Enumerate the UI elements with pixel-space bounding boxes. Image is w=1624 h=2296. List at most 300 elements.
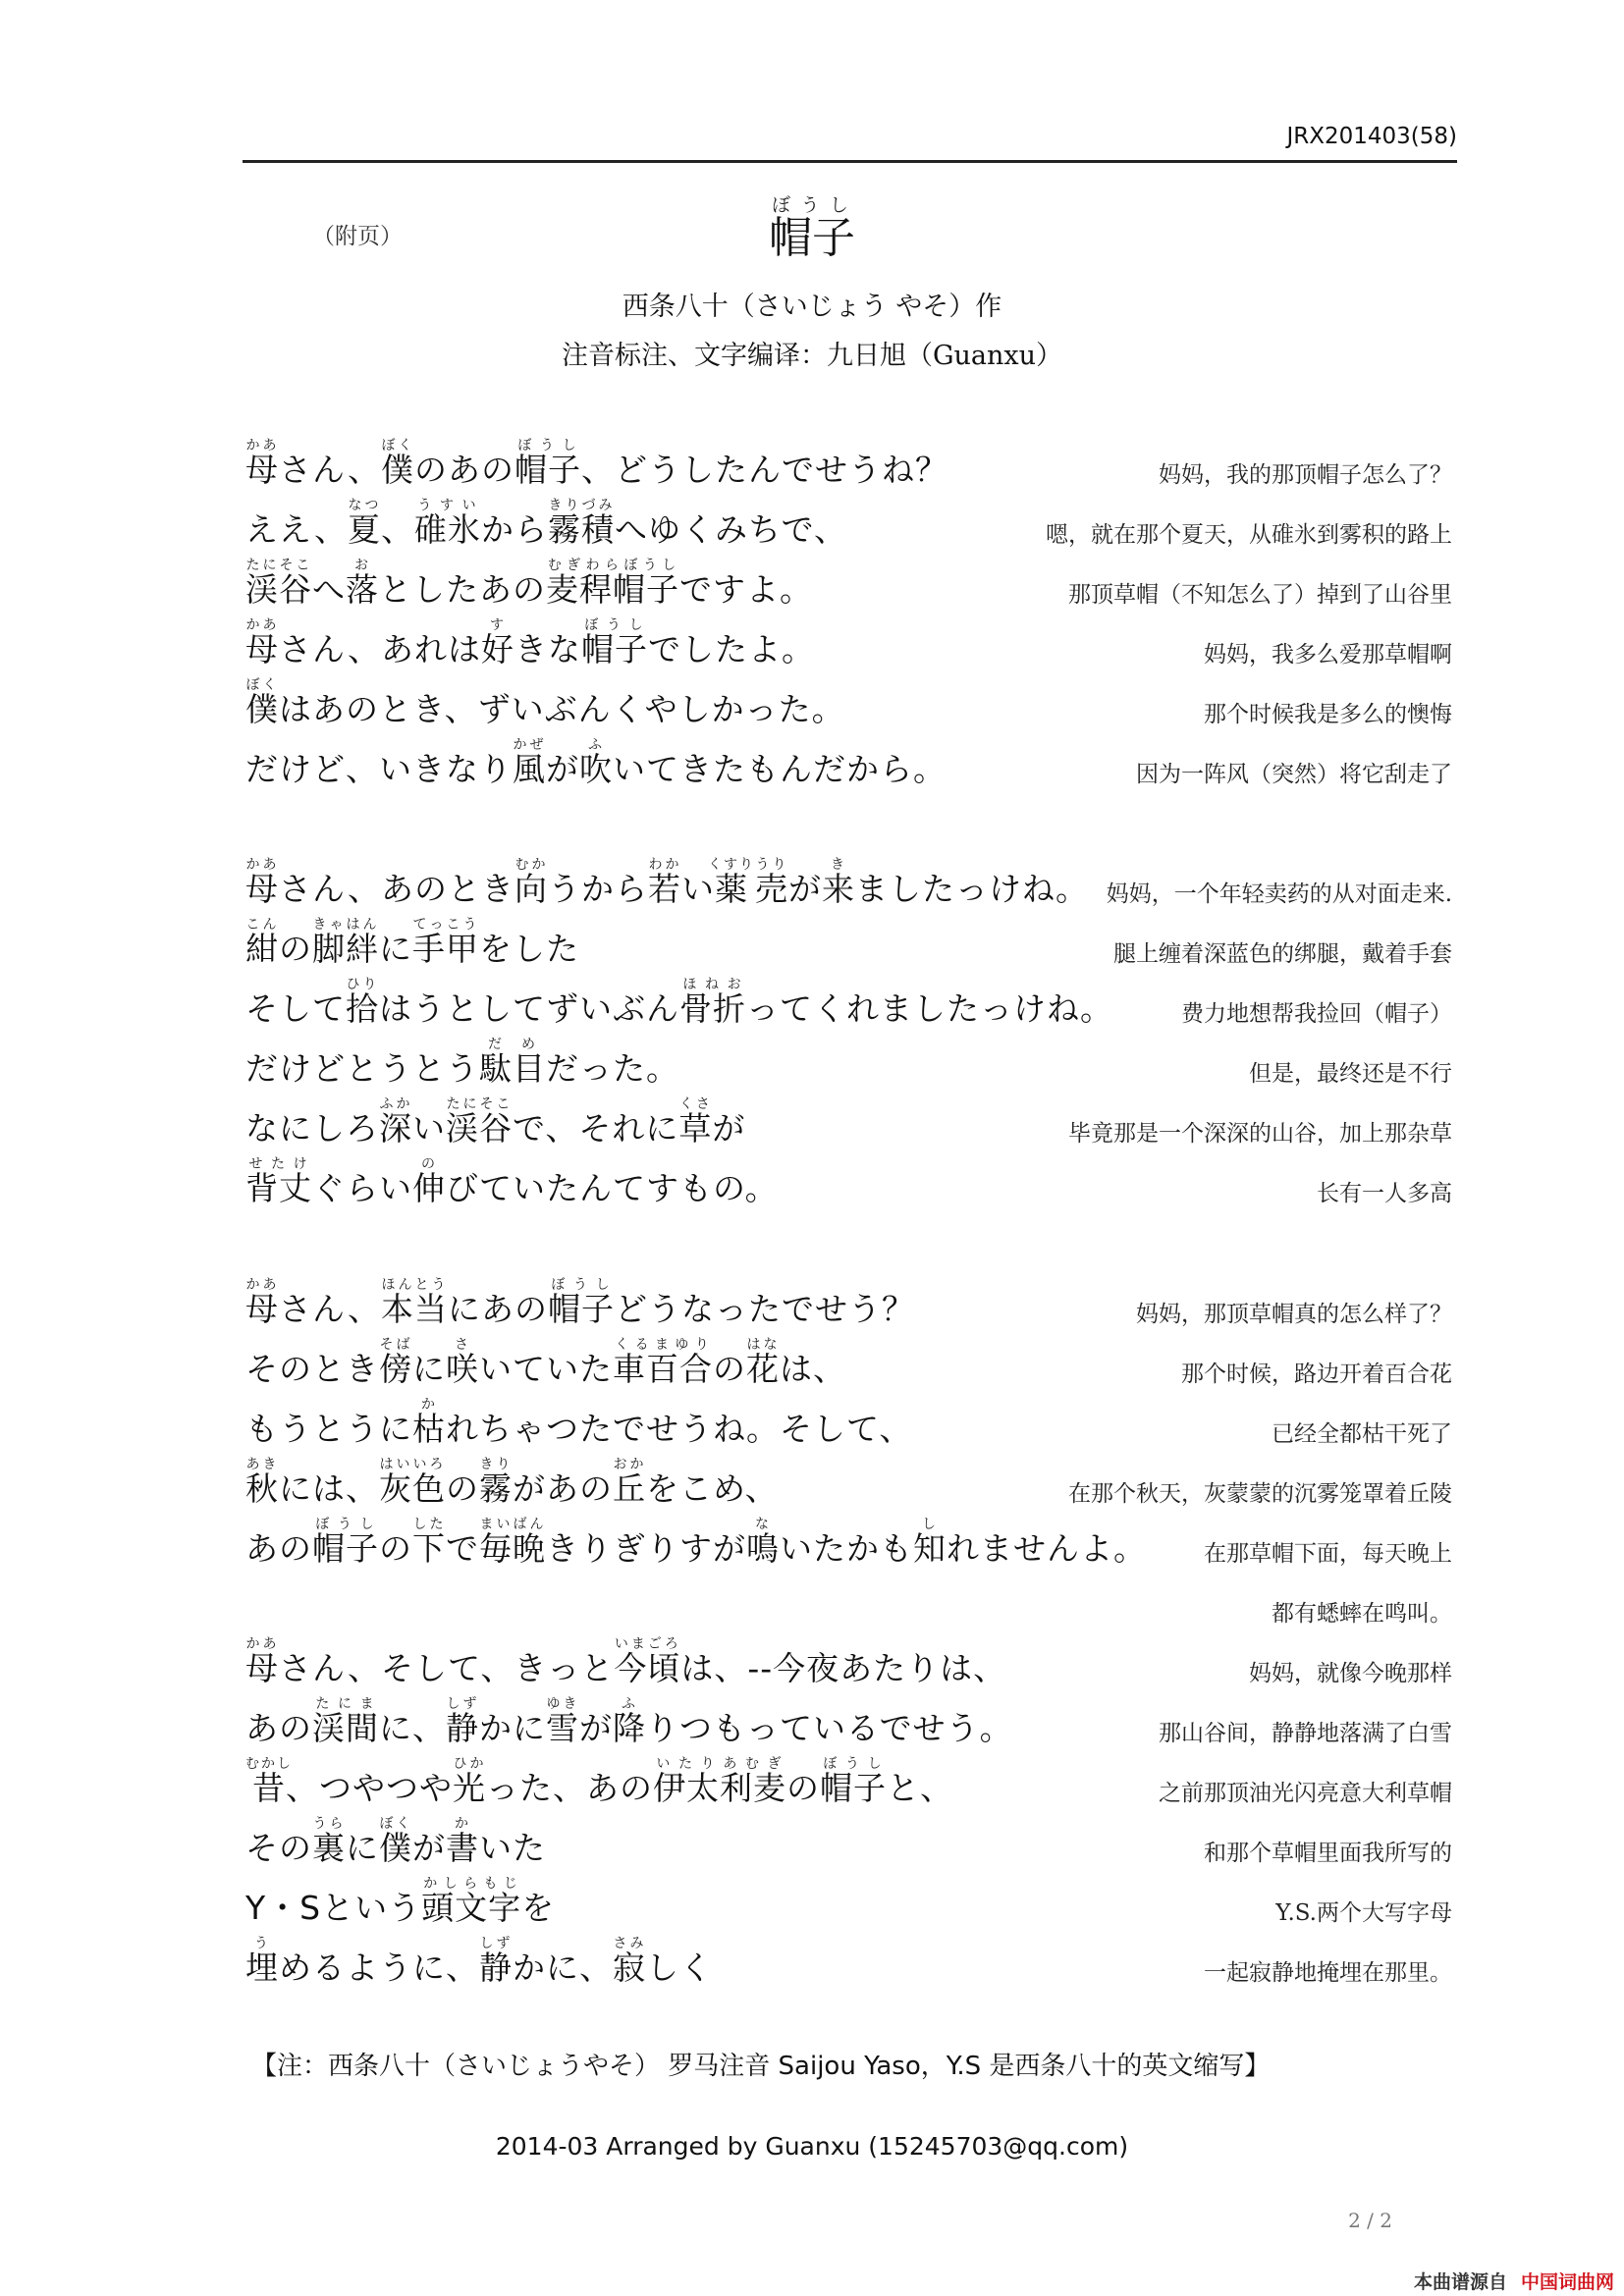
kanji-base: 傍: [379, 1350, 412, 1388]
furigana-reading: わか: [647, 857, 681, 873]
translation-line: 那个时候我是多么的懊悔: [1204, 702, 1452, 727]
furigana-reading: おか: [613, 1457, 646, 1472]
lyric-text: が: [412, 1829, 446, 1867]
furigana-word: [546, 558, 679, 609]
kanji-base: 拾: [346, 989, 379, 1028]
furigana-word: [513, 737, 546, 788]
furigana-reading: か: [446, 1816, 479, 1832]
lyric-text: は、: [780, 1350, 846, 1388]
furigana-reading: だめ: [479, 1037, 546, 1052]
furigana-reading: うら: [312, 1816, 346, 1832]
source-watermark: [1414, 2268, 1614, 2294]
translation-line: 妈妈，我的那顶帽子怎么了？: [1159, 462, 1452, 488]
furigana-reading: ぼうし: [580, 617, 648, 633]
translation-line: 那山谷间，静静地落满了白雪: [1159, 1721, 1452, 1746]
lyric-line: [245, 1457, 779, 1508]
lyric-text: あの: [245, 1529, 312, 1568]
furigana-word: [746, 1337, 780, 1388]
kanji-base: 本当: [380, 1290, 448, 1328]
lyric-text: のあの: [413, 451, 514, 489]
kanji-base: 霧積: [547, 510, 615, 549]
kanji-base: 来: [821, 870, 855, 908]
furigana-reading: うり: [754, 857, 788, 873]
lyric-text: が: [712, 1109, 746, 1148]
furigana-word: [346, 977, 379, 1028]
header-rule: [243, 160, 1457, 163]
furigana-word: [446, 1816, 479, 1867]
furigana-reading: うすい: [413, 498, 481, 513]
lyric-line: [245, 1756, 953, 1807]
lyric-line: [245, 857, 1089, 908]
furigana-word: [678, 1096, 713, 1148]
lyric-text: い: [412, 1109, 446, 1148]
furigana-word: [346, 558, 379, 609]
furigana-reading: かあ: [245, 1636, 279, 1652]
furigana-reading: した: [412, 1517, 446, 1532]
kanji-base: 落: [346, 570, 379, 609]
lyric-text: ってくれましたっけね。: [746, 989, 1113, 1028]
furigana-word: [379, 1457, 446, 1508]
lyric-text: はうとしてずいぶん: [379, 989, 679, 1028]
kanji-base: 雪: [546, 1709, 579, 1747]
furigana-reading: むか: [514, 857, 548, 873]
kanji-base: 僕: [380, 451, 414, 489]
furigana-reading: しず: [479, 1936, 513, 1951]
author-line: 西条八十（さいじょう やそ）作: [622, 292, 1002, 322]
furigana-reading: きゃはん: [312, 917, 379, 933]
furigana-word: [245, 1457, 279, 1508]
furigana-reading: たにそこ: [446, 1096, 513, 1112]
lyric-text: に: [346, 1829, 379, 1867]
furigana-word: [707, 857, 755, 908]
kanji-base: 静: [446, 1709, 479, 1747]
lyric-text: かに: [479, 1709, 546, 1747]
furigana-word: [312, 1517, 379, 1568]
lyric-text: ぐらい: [312, 1169, 412, 1207]
furigana-reading: ふ: [613, 1696, 646, 1712]
lyric-text: かに、: [513, 1949, 613, 1987]
furigana-reading: あき: [245, 1457, 279, 1472]
lyric-text: の: [279, 930, 312, 968]
kanji-base: 吹: [579, 750, 613, 788]
lyric-text: で: [446, 1529, 479, 1568]
lyric-line: [245, 977, 1113, 1028]
footnote: 【注：西条八十（さいじょうやそ） 罗马注音 Saijou Yaso，Y.S 是西条八十的英文缩写】: [251, 2052, 1271, 2081]
furigana-word: [245, 558, 312, 609]
kanji-base: 母: [245, 870, 279, 908]
furigana-reading: ぼく: [245, 677, 279, 693]
lyric-line: [245, 1876, 556, 1927]
translation-line: 妈妈，就像今晚那样: [1249, 1661, 1452, 1686]
furigana-word: [446, 1696, 479, 1747]
translation-line: 在那草帽下面，每天晚上: [1204, 1541, 1452, 1567]
furigana-word: [913, 1517, 947, 1568]
lyric-text: ですよ。: [679, 570, 813, 609]
lyric-text: から: [480, 510, 548, 549]
document-code: JRX201403(58): [1286, 124, 1457, 149]
furigana-reading: お: [346, 558, 379, 573]
lyric-text: に: [412, 1350, 446, 1388]
furigana-reading: ぼうし: [547, 1277, 615, 1293]
furigana-word: [614, 1636, 681, 1687]
kanji-base: 向: [514, 870, 548, 908]
lyric-line: [245, 677, 845, 728]
lyric-line: [245, 558, 813, 609]
lyric-text: が: [787, 870, 822, 908]
lyric-text: が: [579, 1709, 613, 1747]
kanji-base: 僕: [245, 690, 279, 728]
furigana-word: [547, 1277, 615, 1328]
furigana-reading: ふか: [379, 1096, 412, 1112]
furigana-reading: な: [746, 1517, 780, 1532]
furigana-reading: ぼうし: [312, 1517, 379, 1532]
furigana-word: [379, 1816, 412, 1867]
furigana-word: [754, 857, 788, 908]
furigana-word: [412, 1517, 446, 1568]
lyric-text: った、あの: [486, 1769, 653, 1807]
furigana-word: [421, 1876, 522, 1927]
furigana-reading: そば: [379, 1337, 412, 1353]
lyric-text: いたかも: [780, 1529, 913, 1568]
kanji-base: 風: [513, 750, 546, 788]
furigana-word: [479, 1037, 546, 1088]
furigana-word: [514, 857, 548, 908]
furigana-reading: かしらもじ: [421, 1876, 522, 1892]
translation-line: 毕竟那是一个深深的山谷，加上那杂草: [1068, 1121, 1452, 1147]
furigana-reading: ひか: [453, 1756, 486, 1772]
furigana-word: [245, 1156, 312, 1207]
kanji-base: 骨折: [679, 989, 746, 1028]
lyric-text: きな: [514, 630, 581, 668]
furigana-word: [479, 1936, 513, 1987]
furigana-word: [380, 438, 414, 489]
kanji-base: 帽子: [820, 1769, 887, 1807]
lyric-text: 、つやつや: [286, 1769, 453, 1807]
furigana-reading: むぎわらぼうし: [546, 558, 679, 573]
lyric-line: [245, 1277, 915, 1328]
translation-line: 都有蟋蟀在鸣叫。: [1272, 1601, 1452, 1627]
lyric-text: へ: [312, 570, 346, 609]
lyric-text: だけどとうとう: [245, 1049, 479, 1088]
title-reading: ぼうし: [769, 194, 855, 216]
furigana-reading: いまごろ: [614, 1636, 681, 1652]
lyric-text: さん、そして、きっと: [279, 1649, 615, 1687]
kanji-base: 駄目: [479, 1049, 546, 1088]
lyric-line: [245, 498, 847, 549]
translation-line: 之前那顶油光闪亮意大利草帽: [1159, 1781, 1452, 1806]
kanji-base: 渓谷: [245, 570, 312, 609]
lyric-text: ええ、: [245, 510, 348, 549]
furigana-reading: さ: [446, 1337, 479, 1353]
kanji-base: 頭文字: [421, 1889, 522, 1927]
lyric-text: をした: [479, 930, 579, 968]
lyric-line: [245, 917, 579, 968]
furigana-word: [746, 1517, 780, 1568]
kanji-base: 紺: [245, 930, 279, 968]
lyric-text: としたあの: [379, 570, 546, 609]
lyric-line: [245, 1636, 1007, 1687]
furigana-reading: たにそこ: [245, 558, 312, 573]
furigana-word: [579, 737, 613, 788]
furigana-reading: ぼうし: [820, 1756, 887, 1772]
kanji-base: 伊太利麦: [653, 1769, 786, 1807]
lyric-text: もうとうに: [245, 1410, 412, 1448]
lyric-text: うから: [547, 870, 648, 908]
translation-line: 嗯，就在那个夏天，从碓氷到雾积的路上: [1046, 522, 1452, 548]
lyric-text: の: [786, 1769, 820, 1807]
furigana-reading: ぼく: [380, 438, 414, 454]
lyric-text: なにしろ: [245, 1109, 379, 1148]
kanji-base: 帽子: [547, 1290, 615, 1328]
kanji-base: 秋: [245, 1469, 279, 1508]
lyric-line: [245, 1096, 746, 1148]
lyric-text: りつもっているでせう。: [646, 1709, 1013, 1747]
kanji-base: 灰色: [379, 1469, 446, 1508]
furigana-word: [580, 617, 648, 668]
furigana-word: [245, 617, 279, 668]
lyric-text: にあの: [447, 1290, 548, 1328]
lyric-text: の: [379, 1529, 412, 1568]
lyric-text: い: [680, 870, 715, 908]
kanji-base: 咲: [446, 1350, 479, 1388]
kanji-base: 霧: [479, 1469, 513, 1508]
kanji-base: 僕: [379, 1829, 412, 1867]
lyric-line: [245, 1816, 546, 1867]
translation-line: Y.S.两个大写字母: [1275, 1900, 1452, 1926]
furigana-reading: す: [480, 617, 514, 633]
kanji-base: 下: [412, 1529, 446, 1568]
furigana-word: [312, 1696, 379, 1747]
lyric-text: さん、: [279, 451, 381, 489]
furigana-reading: ひり: [346, 977, 379, 992]
furigana-reading: かあ: [245, 438, 279, 454]
kanji-base: 今頃: [614, 1649, 681, 1687]
furigana-word: [480, 617, 514, 668]
furigana-word: [412, 917, 479, 968]
title-text: 帽子: [769, 213, 855, 263]
furigana-word: [245, 438, 279, 489]
lyric-text: が: [546, 750, 579, 788]
furigana-word: [546, 1696, 579, 1747]
kanji-base: 埋: [245, 1949, 279, 1987]
kanji-base: 手甲: [412, 930, 479, 968]
furigana-reading: かぜ: [513, 737, 546, 753]
kanji-base: 母: [245, 630, 279, 668]
lyric-text: に: [379, 930, 412, 968]
furigana-word: [245, 1936, 279, 1987]
kanji-base: 薬: [707, 870, 755, 908]
furigana-reading: ほねお: [679, 977, 746, 992]
furigana-reading: せたけ: [245, 1156, 312, 1172]
kanji-base: 書: [446, 1829, 479, 1867]
lyric-line: [245, 1337, 846, 1388]
lyric-text: ましたっけね。: [854, 870, 1089, 908]
furigana-word: [653, 1756, 786, 1807]
kanji-base: 丘: [613, 1469, 646, 1508]
furigana-word: [446, 1337, 479, 1388]
translation-line: 那个时候，路边开着百合花: [1181, 1362, 1452, 1387]
furigana-reading: はいいろ: [379, 1457, 446, 1472]
furigana-reading: くすり: [707, 857, 755, 873]
furigana-word: [679, 977, 746, 1028]
lyric-text: があの: [513, 1469, 613, 1508]
furigana-reading: なつ: [347, 498, 381, 513]
lyric-text: さん、あのとき: [279, 870, 514, 908]
lyric-text: と、: [887, 1769, 953, 1807]
furigana-reading: かあ: [245, 857, 279, 873]
kanji-base: 伸: [412, 1169, 446, 1207]
furigana-word: [547, 498, 615, 549]
furigana-word: [446, 1096, 513, 1148]
lyric-text: で、それに: [513, 1109, 679, 1148]
furigana-word: [514, 438, 581, 489]
furigana-reading: くるまゆり: [613, 1337, 713, 1353]
furigana-reading: か: [412, 1397, 446, 1413]
furigana-word: [613, 1337, 713, 1388]
furigana-word: [380, 1277, 448, 1328]
kanji-base: 静: [479, 1949, 513, 1987]
lyric-line: [245, 1517, 1147, 1568]
furigana-reading: しず: [446, 1696, 479, 1712]
lyric-text: どうなったでせう？: [614, 1290, 915, 1328]
lyric-text: はあのとき、ずいぶんくやしかった。: [279, 690, 845, 728]
lyric-text: の: [713, 1350, 746, 1388]
furigana-reading: くさ: [678, 1096, 713, 1112]
lyric-text: だけど、いきなり: [245, 750, 513, 788]
furigana-reading: の: [412, 1156, 446, 1172]
furigana-reading: ぼうし: [514, 438, 581, 454]
lyric-text: さん、: [279, 1290, 381, 1328]
translation-line: 妈妈，我多么爱那草帽啊: [1204, 642, 1452, 667]
lyric-text: でしたよ。: [647, 630, 815, 668]
watermark-site-name: 中国词曲网: [1520, 2271, 1614, 2293]
kanji-base: 花: [746, 1350, 780, 1388]
lyric-line: [245, 1156, 779, 1207]
lyric-line: [245, 1696, 1013, 1747]
kanji-base: 昔: [245, 1769, 293, 1807]
lyric-text: さん、あれは: [279, 630, 481, 668]
arranger-credit: 2014-03 Arranged by Guanxu (15245703@qq.com): [495, 2132, 1129, 2161]
furigana-reading: ゆき: [546, 1696, 579, 1712]
lyric-text: れちゃつたでせうね。そして、: [446, 1410, 913, 1448]
lyric-text: をこめ、: [646, 1469, 779, 1508]
kanji-base: 帽子: [312, 1529, 379, 1568]
furigana-word: [245, 1756, 293, 1807]
furigana-reading: う: [245, 1936, 279, 1951]
furigana-reading: こん: [245, 917, 279, 933]
furigana-word: [613, 1936, 646, 1987]
lyric-text: そして: [245, 989, 346, 1028]
lyric-text: いた: [479, 1829, 546, 1867]
page-number: 2 / 2: [1348, 2209, 1392, 2232]
kanji-base: 降: [613, 1709, 646, 1747]
translation-line: 已经全都枯干死了: [1272, 1421, 1452, 1447]
lyric-text: 、どうしたんでせうね？: [580, 451, 948, 489]
translation-line: 费力地想帮我捡回（帽子）: [1181, 1001, 1452, 1027]
lyric-text: へゆくみちで、: [614, 510, 847, 549]
kanji-base: 車百合: [613, 1350, 713, 1388]
furigana-word: [821, 857, 855, 908]
translation-line: 在那个秋天，灰蒙蒙的沉雾笼罩着丘陵: [1068, 1481, 1452, 1507]
lyric-text: に、: [379, 1709, 446, 1747]
translation-line: 妈妈，那顶草帽真的怎么样了？: [1136, 1302, 1452, 1327]
kanji-base: 夏: [347, 510, 381, 549]
furigana-word: [347, 498, 381, 549]
furigana-word: [413, 498, 481, 549]
kanji-base: 若: [647, 870, 681, 908]
kanji-base: 背丈: [245, 1169, 312, 1207]
kanji-base: 碓氷: [413, 510, 481, 549]
translation-line: 一起寂静地掩埋在那里。: [1204, 1960, 1452, 1986]
furigana-word: [453, 1756, 486, 1807]
furigana-word: [379, 1337, 412, 1388]
kanji-base: 草: [678, 1109, 713, 1148]
furigana-word: [312, 917, 379, 968]
furigana-word: [613, 1457, 646, 1508]
kanji-base: 帽子: [580, 630, 648, 668]
furigana-reading: かあ: [245, 617, 279, 633]
annotator-line: 注音标注、文字编译：九日旭（Guanxu）: [561, 341, 1063, 371]
kanji-base: 深: [379, 1109, 412, 1148]
kanji-base: 母: [245, 1290, 279, 1328]
furigana-word: [379, 1096, 412, 1148]
furigana-reading: ほんとう: [380, 1277, 448, 1293]
lyric-text: そのとき: [245, 1350, 379, 1388]
lyric-text: しく: [646, 1949, 713, 1987]
kanji-base: 渓谷: [446, 1109, 513, 1148]
translation-line: 长有一人多高: [1317, 1181, 1452, 1206]
furigana-reading: ふ: [579, 737, 613, 753]
furigana-word: [245, 1277, 279, 1328]
translation-line: 但是，最终还是不行: [1249, 1061, 1452, 1087]
furigana-word: [312, 1816, 346, 1867]
furigana-reading: きり: [479, 1457, 513, 1472]
translation-line: 那顶草帽（不知怎么了）掉到了山谷里: [1068, 582, 1452, 608]
furigana-word: [412, 1156, 446, 1207]
song-title: [0, 194, 1624, 265]
lyric-line: [245, 1397, 913, 1448]
lyric-text: Y・Sという: [245, 1889, 422, 1927]
furigana-reading: きりづみ: [547, 498, 615, 513]
kanji-base: 帽子: [514, 451, 581, 489]
kanji-base: 母: [245, 451, 279, 489]
translation-line: 因为一阵风（突然）将它刮走了: [1136, 762, 1452, 787]
lyric-text: きりぎりすが: [546, 1529, 746, 1568]
watermark-source-label: 本曲谱源自: [1413, 2271, 1507, 2293]
kanji-base: 寂: [613, 1949, 646, 1987]
lyric-text: いていた: [479, 1350, 613, 1388]
lyric-line: [245, 737, 947, 788]
lyric-text: だった。: [546, 1049, 679, 1088]
kanji-base: 光: [453, 1769, 486, 1807]
lyric-line: [245, 617, 815, 666]
kanji-base: 毎晩: [479, 1529, 546, 1568]
kanji-base: 枯: [412, 1410, 446, 1448]
lyric-text: には、: [279, 1469, 379, 1508]
kanji-base: 母: [245, 1649, 279, 1687]
appendix-label: （附页）: [312, 224, 403, 249]
kanji-base: 裏: [312, 1829, 346, 1867]
lyric-text: を: [521, 1889, 556, 1927]
kanji-base: 麦稈帽子: [546, 570, 679, 609]
lyric-text: いてきたもんだから。: [613, 750, 947, 788]
furigana-reading: てっこう: [412, 917, 479, 933]
lyric-line: [245, 1936, 713, 1987]
furigana-word: [820, 1756, 887, 1807]
furigana-reading: さみ: [613, 1936, 646, 1951]
kanji-base: 好: [480, 630, 514, 668]
lyric-text: あの: [245, 1709, 312, 1747]
